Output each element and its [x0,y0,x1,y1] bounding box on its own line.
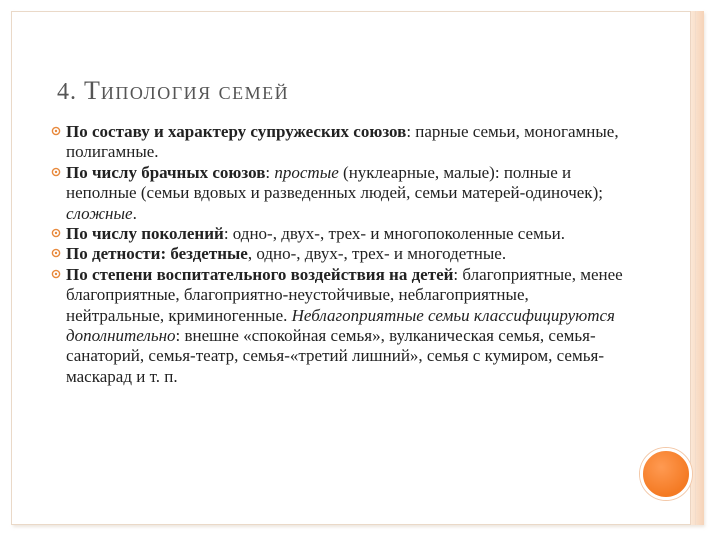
orange-circle-icon [640,448,692,500]
item-text: (нуклеарные, малые): полные и неполные (семьи вдовых и разведенных людей, семьи матерей-одиночек); [66,162,603,203]
title-word-2: СЕМЕЙ [218,83,290,103]
item-heading: По числу поколений [66,224,224,244]
item-text: : парные семьи, моногамные, полигамные. [66,122,619,162]
circle-bullet-icon [48,225,64,241]
list-item [48,163,628,224]
item-text: : одно-, двух-, трех- и многопоколенные семьи. [223,224,565,244]
item-heading: По степени воспитательного воздействия на детей [66,264,454,284]
slide-frame-edge [690,11,704,525]
list-item [48,122,628,163]
item-italic: простые [274,162,339,182]
slide-content [48,122,628,387]
list-item [48,224,628,244]
title-word-1: ИПОЛОГИЯ [100,83,212,103]
item-heading: По числу брачных союзов [66,162,266,182]
item-italic: сложные [66,203,133,223]
circle-bullet-icon [48,164,64,180]
circle-bullet-icon [48,123,64,139]
item-text: : [265,162,275,182]
circle-bullet-icon [48,266,64,282]
item-text: , одно-, двух-, трех- и многодетные. [247,244,507,264]
circle-bullet-icon [48,245,64,261]
title-number: 4. [57,79,77,105]
item-heading: По детности: бездетные [66,244,248,264]
slide-title [57,76,289,106]
item-text: : благоприятные, менее благоприятные, благоприятно-неустойчивые, неблагоприятные, нейтральные, криминогенные. [66,264,623,325]
item-text: . [132,203,137,223]
item-heading: По составу и характеру супружеских союзов [66,122,407,141]
list-item [48,265,628,387]
item-text: : внешне «спокойная семья», вулканическая семья, семья-санаторий, семья-театр, семья-«третий лишний», семья с кумиром, семья-маскарад и т. п. [66,326,604,386]
list-item [48,244,628,264]
title-cap: Т [84,76,101,105]
item-italic: Неблагоприятные семьи классифицируются дополнительно [66,305,615,346]
